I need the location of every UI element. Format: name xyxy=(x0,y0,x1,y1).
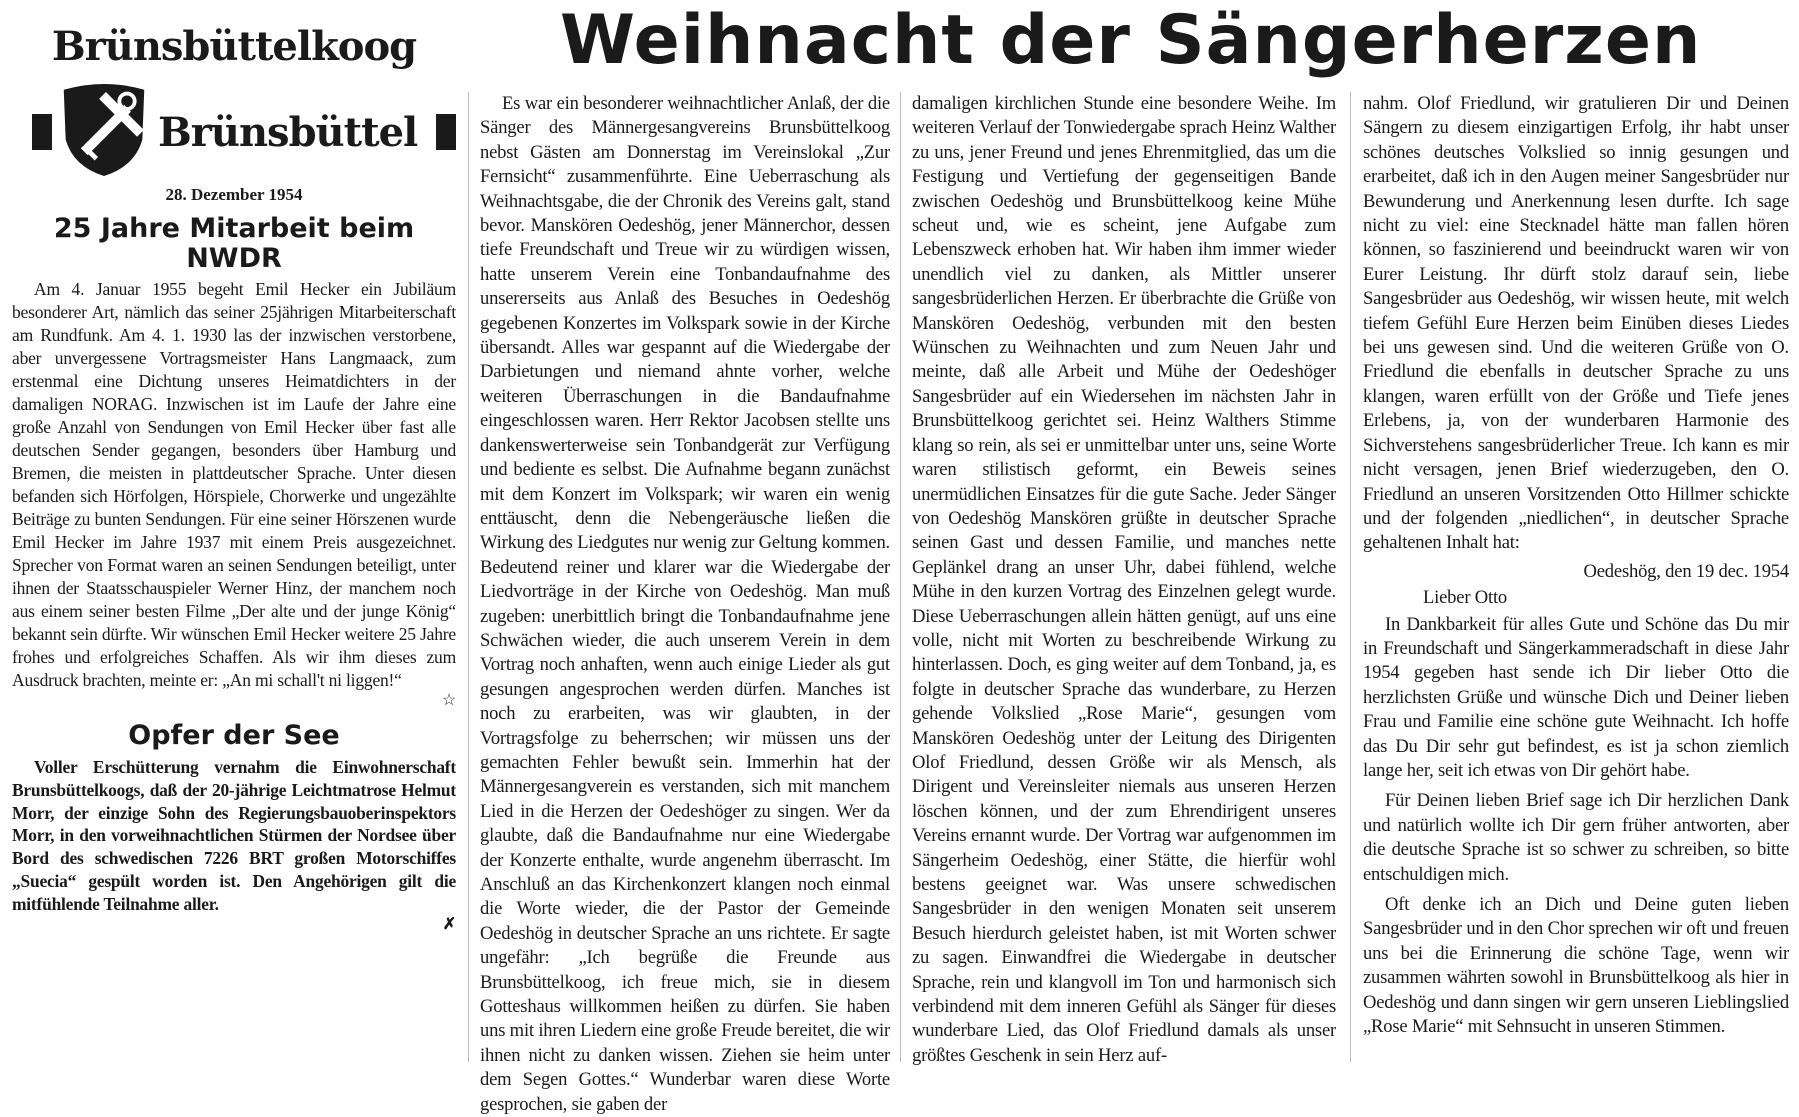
article1-signature: ☆ xyxy=(441,692,456,709)
masthead-logo xyxy=(8,8,460,180)
left-column xyxy=(8,8,460,934)
letter-salutation: Lieber Otto xyxy=(1423,587,1508,609)
letter-paragraph: Für Deinen lieben Brief sage ich Dir herzlichen Dank und natürlich wollte ich Dir gern früher antworten, aber die deutsche Sprache ist so schwer zu schreiben, so bitte entschuldigen mich. xyxy=(1363,790,1789,885)
article2-paragraph: Voller Erschütterung vernahm die Einwohnerschaft Brunsbüttelkoogs, daß der 20-jährige Leichtmatrose Helmut Morr, der einzige Sohn des Regierungsbauoberinspektors Morr, in den vorweihnachtlichen Stürmen der Nordsee über Bord des schwedischen 7226 BRT großen Motorschiffes „Suecia“ gespült worden ist. Den Angehörigen gilt die mitfühlende Teilnahme aller. xyxy=(12,757,456,914)
article1-body xyxy=(8,278,460,710)
main-column-2 xyxy=(912,92,1336,1068)
column-divider xyxy=(1350,92,1351,1062)
banner-ribbon-right xyxy=(436,114,456,150)
main-column-3 xyxy=(1363,92,1789,1039)
letter-paragraph: Oft denke ich an Dich und Deine guten lieben Sangesbrüder und in den Chor sprechen wir oft und freuen uns bei die Erinnerung die schöne Tage, wenn wir zusammen währten sowohl in Brunsbüttelkoog als hier in Oedeshög und dann singen wir gern unseren Lieblingslied „Rose Marie“ mit Sehnsucht in unseren Stimmen. xyxy=(1363,894,1789,1038)
letter-place-date: Oedeshög, den 19 dec. 1954 xyxy=(1583,560,1789,582)
column-divider xyxy=(900,92,901,1062)
main-headline: Weihnacht der Sängerherzen xyxy=(560,1,1702,80)
column-divider xyxy=(468,92,469,1062)
main-paragraph: damaligen kirchlichen Stunde eine besondere Weihe. Im weiteren Verlauf der Tonwiedergabe sprach Heinz Walther zu uns, jener Freund und jenes Ehrenmitglied, das um die Festigung und Vertiefung der gegenseitigen Bande zwischen Oedeshög und Brunsbüttelkoog keine Mühe scheut und, wie es scheint, jene Aufgabe zum Lebenszweck erhoben hat. Wir haben ihm immer wieder unendlich viel zu danken, als Mittler unserer sangesbrüderlichen Herzen. Er überbrachte die Grüße von Manskören Oedeshög, verbunden mit den besten Wünschen zu Weihnachten und zum Neuen Jahr und meinte, daß alle Arbeit und Mühe der Oedeshöger Sangesbrüder auf ein Wiedersehen im nächsten Jahr in Brunsbüttelkoog gerichtet sei. Heinz Walthers Stimme klang so rein, als sei er unmittelbar unter uns, seine Worte waren stilistisch geformt, ein Beweis seines unermüdlichen Einsatzes für die gute Sache. Jeder Sänger von Oedeshög Manskören grüßte in deutscher Sprache seinen Gast und dessen Familie, und manches nette Geplänkel drang an unser Uhr, dabei fühlend, welche Mühe in den kurzen Vortrag des Einzelnen gelegt wurde. Diese Ueberraschungen allein hätten genügt, auf uns eine volle, nicht mit Worten zu beschreibende Wirkung zu hinterlassen. Doch, es ging weiter auf dem Tonband, ja, es folgte in deutscher Sprache das wunderbare, zu Herzen gehende Volkslied „Rose Marie“, gesungen vom Manskören Oedeshög unter der Leitung des Dirigenten Olof Friedlund, dessen Größe wir als Mensch, als Dirigent und Vereinsleiter niemals aus unseren Herzen löschen können, und der zum Ehrendirigent unseres Vereins ernannt wurde. Der Vortrag war aufgenommen im Sängerheim Oedeshög, einer Stätte, die hierfür wohl bestens geeignet war. Was unsere schwedischen Sangesbrüder in den wenigen Monaten seit unserem Besuch hierdurch geleistet haben, ist mit Worten schwer zu sagen. Einwandfrei die Wiedergabe in deutscher Sprache, rein und klangvoll im Ton und harmonisch sich verbindend mit dem inneren Gefühl als Sänger für dieses wunderbare Lied, das Olof Friedlund damals als unser größtes Geschenk in sein Herz auf- xyxy=(912,93,1336,1066)
article1-paragraph: Am 4. Januar 1955 begeht Emil Hecker ein Jubiläum besonderer Art, nämlich das seiner 25jährigen Mitarbeiterschaft am Rundfunk. Am 4. 1. 1930 las der inzwischen verstorbene, aber unvergessene Vortragsmeister Hans Langmaack, zum erstenmal eine Dichtung unseres Heimatdichters in der damaligen NORAG. Inzwischen ist im Laufe der Jahre eine große Anzahl von Sendungen von Emil Hecker über fast alle deutschen Sender gegangen, besonders über Hamburg und Bremen, die meisten in plattdeutscher Sprache. Unter diesen befanden sich Hörfolgen, Hörspiele, Chorwerke und ungezählte Beiträge zu bunten Sendungen. Für eine seiner Hörszenen wurde Emil Hecker im Jahre 1937 mit einem Preis ausgezeichnet. Sprecher von Format waren an seinen Sendungen beteiligt, unter ihnen der Staatsschauspieler Werner Hinz, der manchem noch aus einem seiner besten Filme „Der alte und der junge König“ bekannt sein dürfte. Wir wünschen Emil Hecker weitere 25 Jahre frohes und erfolgreiches Schaffen. Als wir ihm dieses zum Ausdruck brachten, meinte er: „An mi schall't ni liggen!“ xyxy=(12,279,456,690)
article1-headline: 25 Jahre Mitarbeit beim NWDR xyxy=(53,213,415,274)
main-paragraph: nahm. Olof Friedlund, wir gratulieren Dir und Deinen Sängern zu diesem einzigartigen Erfolg, ihr habt unser schönes deutsches Volkslied so innig gesungen und erarbeitet, daß ich in den Augen meiner Sangesbrüder nur Bewunderung und Anerkennung lesen durfte. Ich sage nicht zu viel: eine Stecknadel hätte man fallen hören können, so faszinierend und beeindruckt waren wir von Eurer Leistung. Ihr dürft stolz darauf sein, liebe Sangesbrüder aus Oedeshög, wir wissen heute, mit welch tiefem Gefühl Eure Herzen beim Einüben dieses Liedes bei uns gewesen sind. Und die weiteren Grüße von O. Friedlund die ebenfalls in deutscher Sprache zu uns klangen, waren erfüllt von der Größe und Tiefe jenes Erlebens, ja, von der wunderbaren Harmonie des Sichverstehens sangesbrüderlicher Treue. Ich kann es mir nicht versagen, jenen Brief wiederzugeben, den O. Friedlund an unseren Vorsitzenden Otto Hillmer schickte und der folgenden „niedlichen“, in deutscher Sprache gehaltenen Inhalt hat: xyxy=(1363,93,1789,554)
letter-paragraph: In Dankbarkeit für alles Gute und Schöne das Du mir in Freundschaft und Sängerkammeradschaft in diese Jahr 1954 gegeben hast sende ich Dir lieber Otto die herzlichsten Grüße und wünsche Dich und Deiner lieben Frau und Familie eine schöne gute Weihnacht. Ich hoffe das Du Dir sehr gut befindest, es ist ja schon ziemlich lange her, seit ich etwas von Dir gehört habe. xyxy=(1363,613,1789,781)
banner-ribbon-left xyxy=(32,114,52,150)
masthead-line2: Brünsbüttel xyxy=(158,109,418,156)
article2-headline: Opfer der See xyxy=(128,720,340,751)
masthead-line1: Brünsbüttelkoog xyxy=(51,23,417,70)
main-paragraph: Es war ein besonderer weihnachtlicher Anlaß, der die Sänger des Männergesangvereins Brunsbüttelkoog nebst Gästen am Donnerstag im Vereinslokal „Zur Fernsicht“ zusammenführte. Eine Ueberraschung als Weihnachtsgabe, die der Chronik des Vereins galt, stand bevor. Manskören Oedeshög, jener Männerchor, dessen tiefe Freundschaft und Treue wir zu würdigen wissen, hatte unserem Verein eine Tonbandaufnahme des unsererseits aus Anlaß des Besuches in Oedeshög gegebenen Konzertes im Volkspark sowie in der Kirche übersandt. Alles war gespannt auf die Wiedergabe der Darbietungen und niemand ahnte vorher, welche weiteren Überraschungen in die Bandaufnahme eingeschlossen waren. Herr Rektor Jacobsen stellte uns dankenswerterweise sein Tonbandgerät zur Verfügung und bediente es selbst. Die Aufnahme begann zunächst mit dem Konzert im Volkspark; wir waren ein wenig enttäuscht, denn die Nebengeräusche ließen die Wirkung des Liedgutes nur wenig zur Geltung kommen. Bedeutend reiner und klarer war die Wiedergabe der Liedvorträge in der Kirche von Oedeshög. Man muß zugeben: unerbittlich bringt die Tonbandaufnahme jene Schwächen wieder, die auch unserem Verein in dem Vortrag noch anhaften, wenn auch einige Lieder als gut gesungen angesprochen werden dürfen. Manches ist noch zu erarbeiten, was wir glaubten, in der Vortragsfolge zu beherrschen; wir müssen uns der gemachten Fehler bewußt sein. Immerhin hat der Männergesangverein es verstanden, sich mit manchem Lied in die Herzen der Oedeshöger zu singen. Wer da glaubte, daß die Bandaufnahme nur eine Wiedergabe der Konzerte enthalte, wurde angenehm überrascht. Im Anschluß an das Kirchenkonzert klangen noch einmal die Worte wieder, die der Pastor der Gemeinde Oedeshög in deutscher Sprache an uns richtete. Er sagte ungefähr: „Ich begrüße die Freunde aus Brunsbüttelkoog, ich freue mich, sie in diesem Gotteshaus willkommen heißen zu dürfen. Sie haben uns mit ihren Liedern eine große Freude bereitet, die wir ihnen nicht zu danken wissen. Ziehen sie heim unter dem Segen Gottes.“ Wunderbar waren diese Worte gesprochen, sie gaben der xyxy=(480,93,890,1115)
coat-of-arms-icon xyxy=(58,82,150,178)
article2-body xyxy=(8,756,460,934)
main-column-1 xyxy=(480,92,890,1117)
article2-signature: ✗ xyxy=(442,915,456,933)
issue-date: 28. Dezember 1954 xyxy=(165,185,303,204)
